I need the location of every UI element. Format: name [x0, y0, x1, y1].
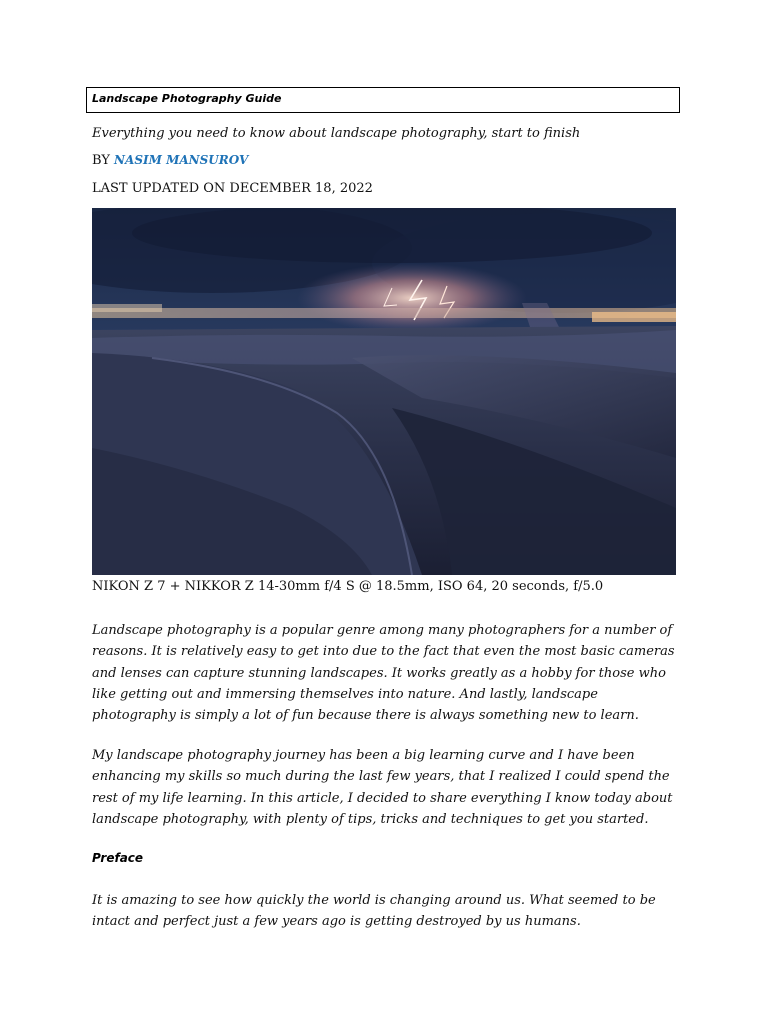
landscape-photo	[92, 208, 676, 575]
intro-paragraph: Landscape photography is a popular genre among many photographers for a number of reasons. It is relatively easy to get into due to the fact that even the most basic cameras and lenses can capture stunning landscapes. It works greatly as a hobby for those who like getting out and immersing themselves into nature. And lastly, landscape photography is simply a lot of fun because there is always something new to learn.	[92, 623, 675, 724]
section-heading-preface: Preface	[92, 851, 144, 865]
last-updated-date: LAST UPDATED ON DECEMBER 18, 2022	[92, 181, 373, 196]
document-title: Landscape Photography Guide	[86, 87, 680, 113]
byline	[92, 153, 682, 168]
journey-paragraph: My landscape photography journey has been a big learning curve and I have been enhancing my skills so much during the last few years, that I realized I could spend the rest of my life learning. In this article, I decided to share everything I know today about landscape photography, with plenty of tips, tricks and techniques to get you started.	[92, 748, 673, 827]
author-link[interactable]: NASIM MANSUROV	[114, 153, 249, 167]
photo-caption: NIKON Z 7 + NIKKOR Z 14-30mm f/4 S @ 18.5mm, ISO 64, 20 seconds, f/5.0	[92, 579, 604, 594]
preface-paragraph: It is amazing to see how quickly the world is changing around us. What seemed to be intact and perfect just a few years ago is getting destroyed by us humans.	[92, 893, 656, 930]
document-subtitle: Everything you need to know about landscape photography, start to finish	[92, 126, 581, 141]
byline-prefix: BY	[92, 153, 115, 168]
